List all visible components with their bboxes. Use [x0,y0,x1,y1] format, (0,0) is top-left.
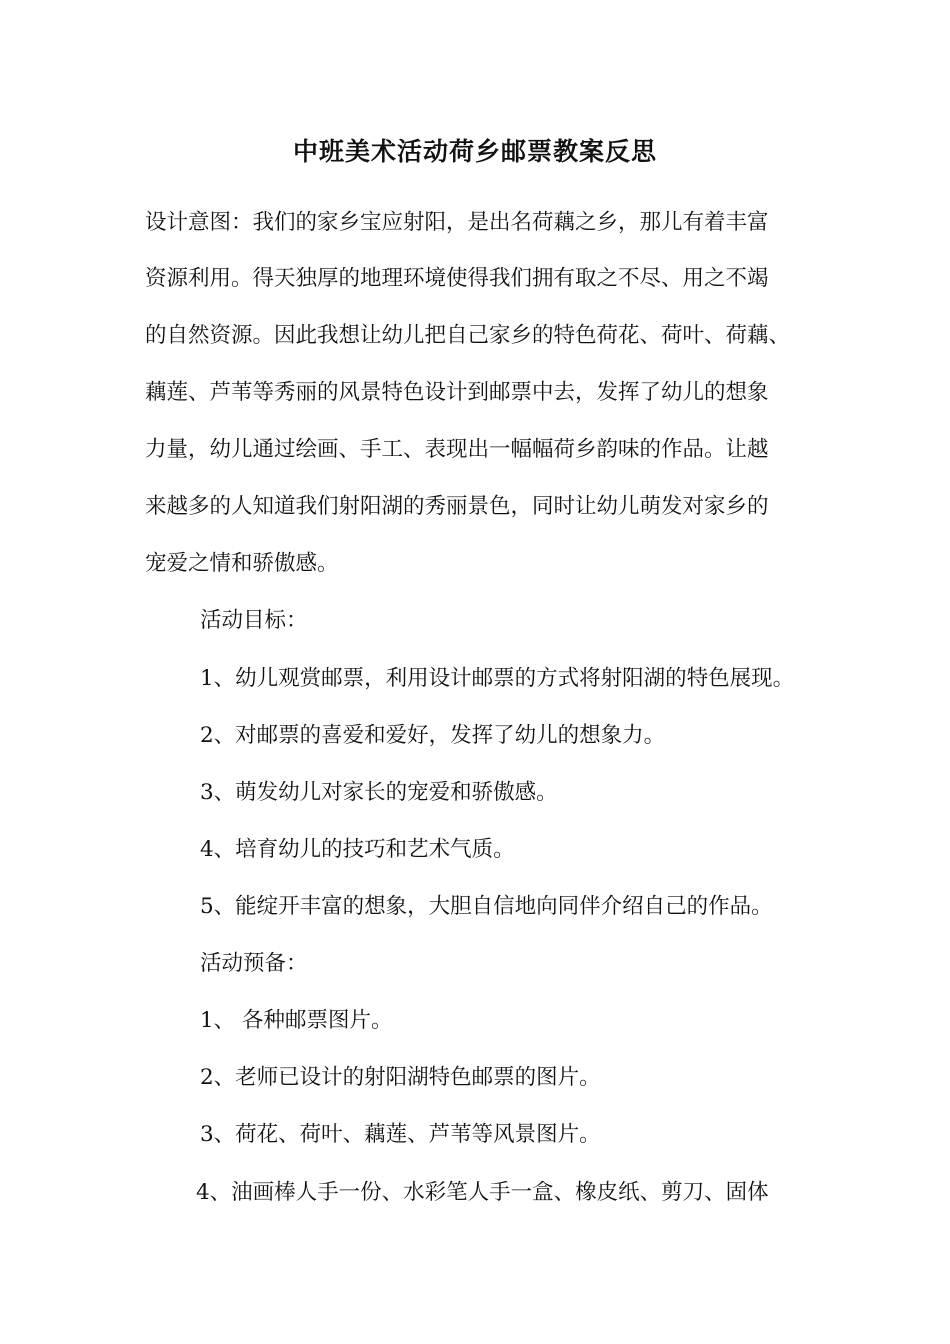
list-item: 4、油画棒人手一份、水彩笔人手一盒、橡皮纸、剪刀、固体 [196,1180,769,1205]
paragraph-line: 设计意图：我们的家乡宝应射阳，是出名荷藕之乡，那儿有着丰富 [145,210,769,235]
list-item: 3、萌发幼儿对家长的宠爱和骄傲感。 [200,780,558,805]
document-title: 中班美术活动荷乡邮票教案反思 [292,137,657,166]
paragraph-line: 的自然资源。因此我想让幼儿把自己家乡的特色荷花、荷叶、荷藕、 [145,323,791,348]
list-item: 5、能绽开丰富的想象，大胆自信地向同伴介绍自己的作品。 [200,894,773,919]
paragraph-line: 来越多的人知道我们射阳湖的秀丽景色，同时让幼儿萌发对家乡的 [145,494,769,519]
list-item: 2、对邮票的喜爱和爱好，发挥了幼儿的想象力。 [200,723,666,748]
list-item: 1、 各种邮票图片。 [200,1008,393,1033]
section-heading-preparation: 活动预备： [200,951,308,976]
list-item: 3、荷花、荷叶、藕莲、芦苇等风景图片。 [200,1122,601,1147]
paragraph-line: 宠爱之情和骄傲感。 [145,551,339,576]
paragraph-line: 资源利用。得天独厚的地理环境使得我们拥有取之不尽、用之不竭 [145,266,769,291]
list-item: 2、老师已设计的射阳湖特色邮票的图片。 [200,1065,601,1090]
section-heading-goals: 活动目标： [200,608,308,633]
paragraph-line: 力量，幼儿通过绘画、手工、表现出一幅幅荷乡韵味的作品。让越 [145,437,769,462]
paragraph-line: 藕莲、芦苇等秀丽的风景特色设计到邮票中去，发挥了幼儿的想象 [145,380,769,405]
list-item: 1、幼儿观赏邮票，利用设计邮票的方式将射阳湖的特色展现。 [200,666,795,691]
list-item: 4、培育幼儿的技巧和艺术气质。 [200,837,515,862]
